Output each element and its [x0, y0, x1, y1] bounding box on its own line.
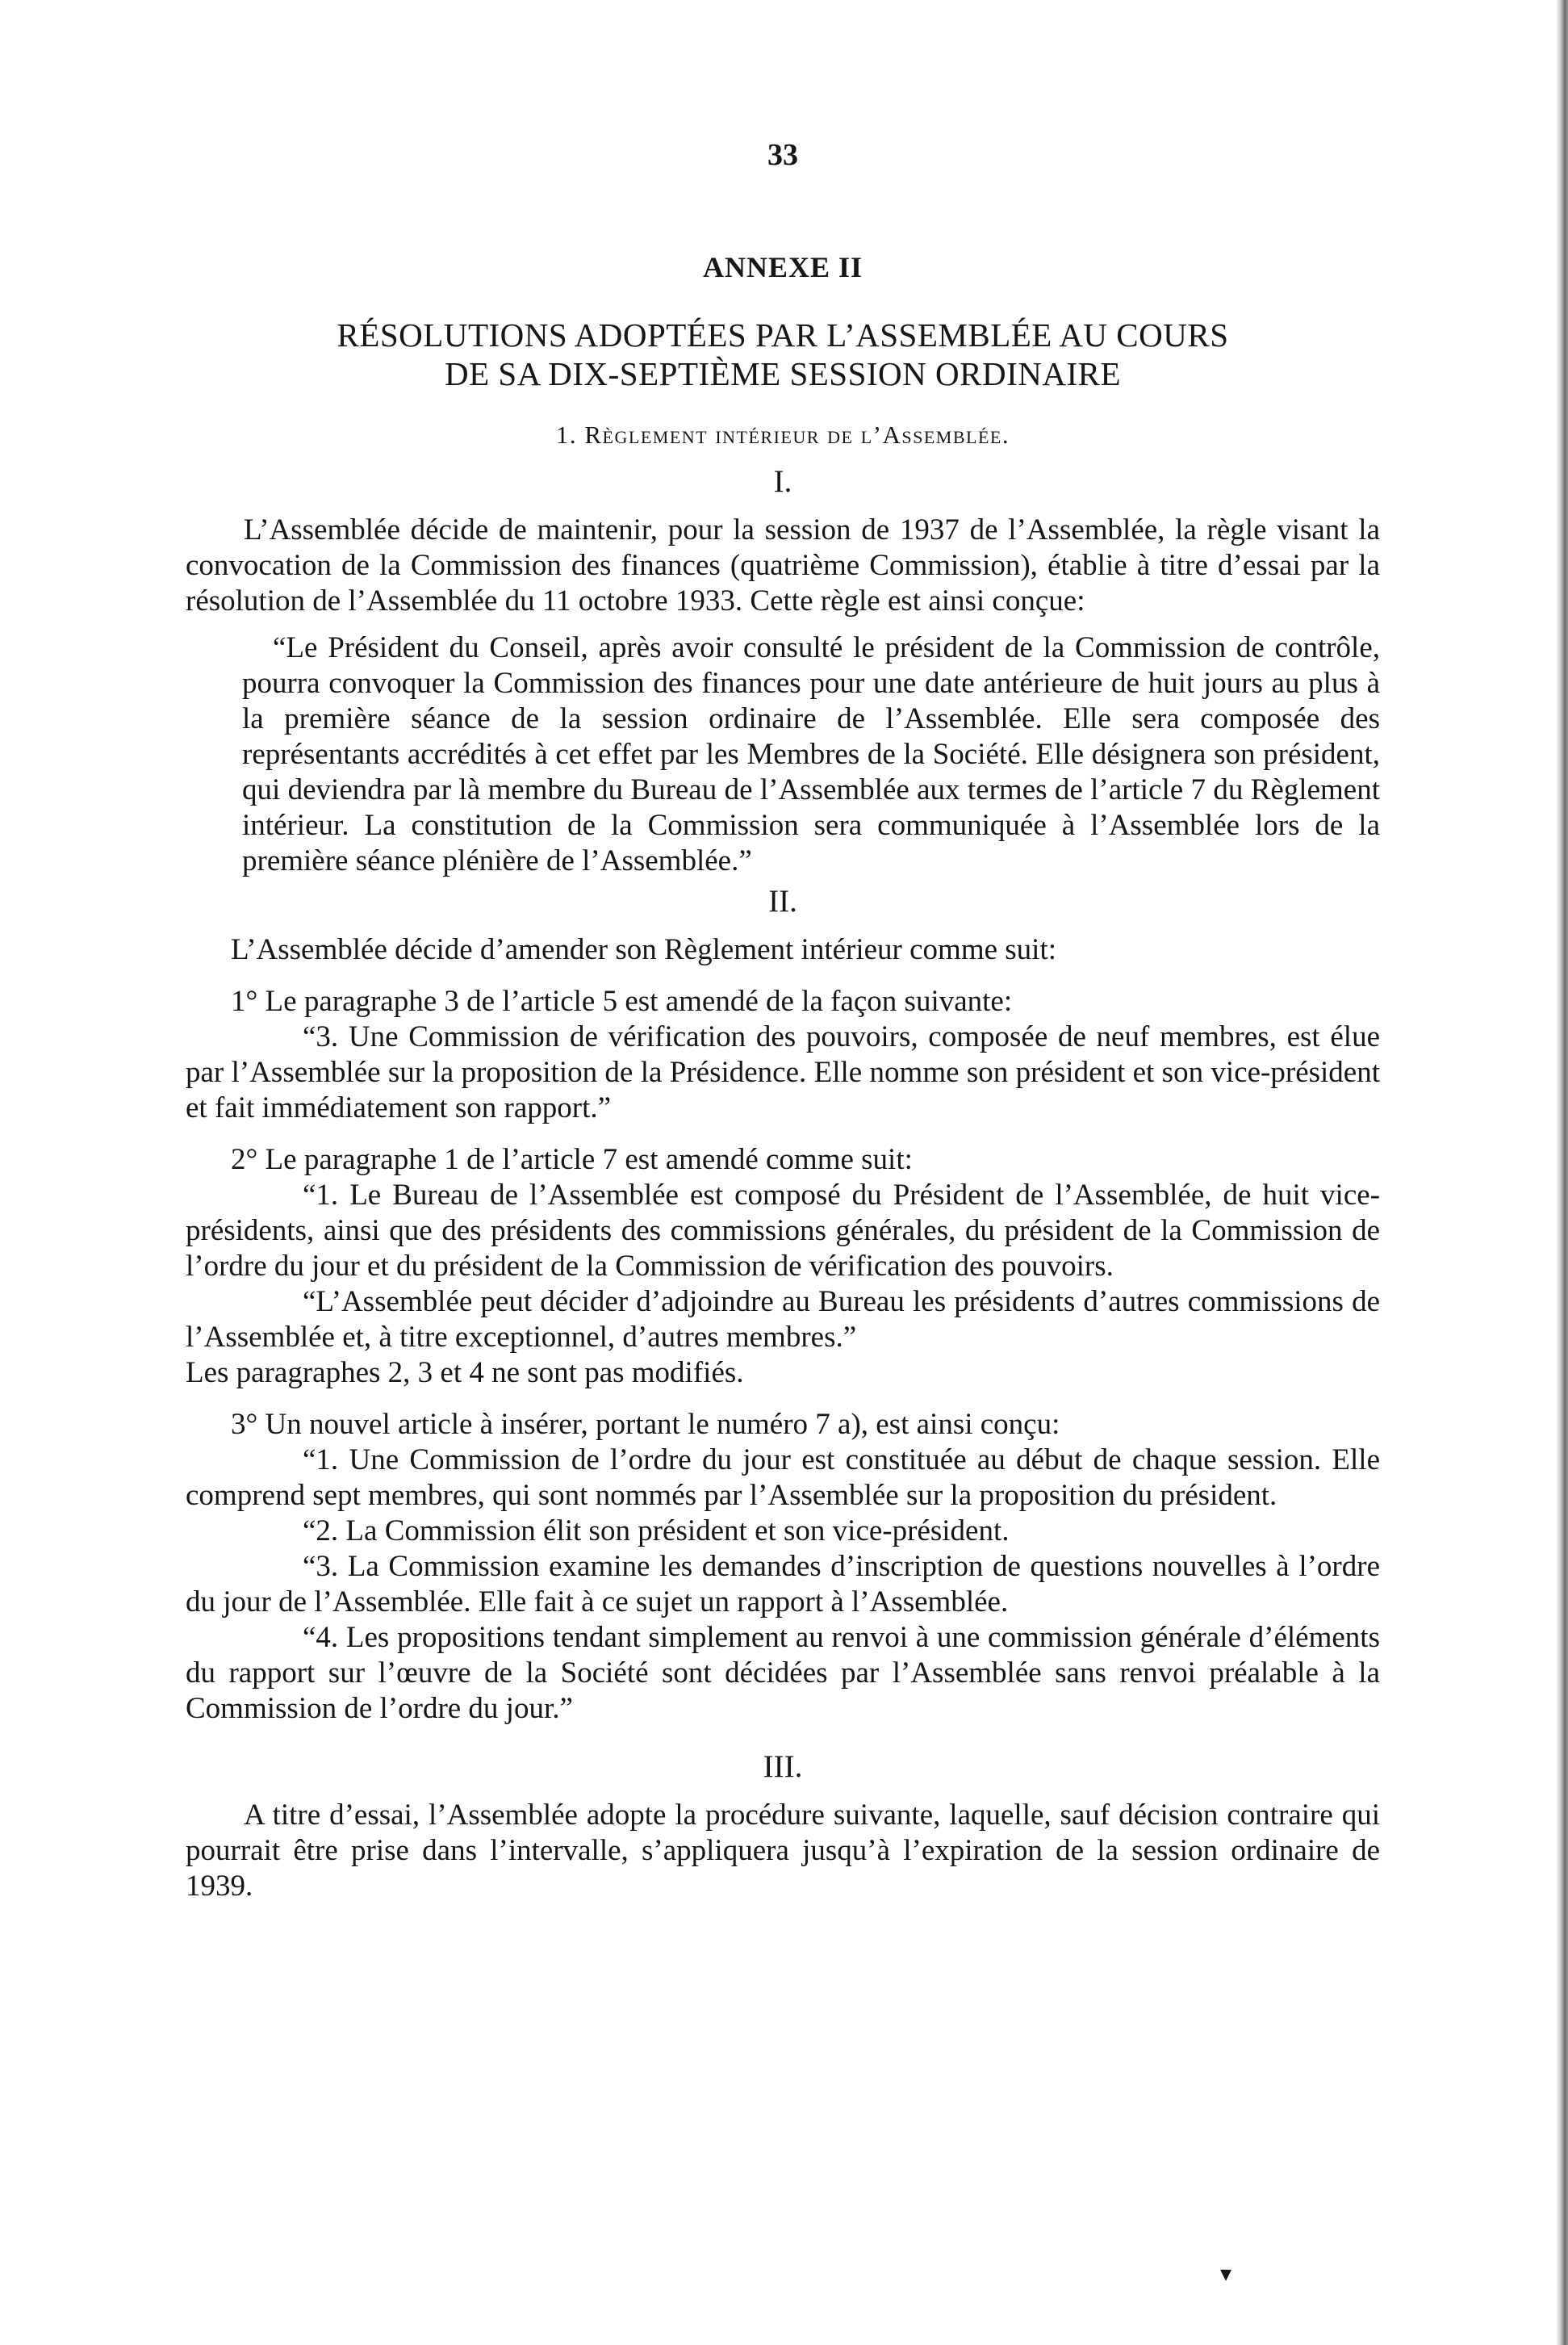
part-3-numeral: III.	[763, 1749, 803, 1784]
document-page	[186, 137, 1380, 1904]
part-2-item-3-text-2: “2. La Commission élit son président et son vice-président.	[303, 1514, 1010, 1547]
part-2-item-1-text: “3. Une Commission de vérification des pouvoirs, composée de neuf membres, est élue par l’Assemblée sur la proposition de la Présidence. Elle nomme son président et son vice-président et fait immédiatement son rapport.”	[186, 1020, 1380, 1124]
page-edge-shadow	[1556, 0, 1568, 2345]
part-2-item-3-text-4: “4. Les propositions tendant simplement au renvoi à une commission générale d’éléments du rapport sur l’œuvre de la Société sont décidées par l’Assemblée sans renvoi préalable à la Commission de l’ordre du jour.”	[186, 1621, 1380, 1725]
part-2-numeral: II.	[768, 884, 797, 919]
part-2-item-3-text-1: “1. Une Commission de l’ordre du jour est constituée au début de chaque session. Elle comprend sept membres, qui sont nommés par l’Assemblée sur la proposition du président.	[186, 1443, 1380, 1512]
main-title-line-2: DE SA DIX-SEPTIÈME SESSION ORDINAIRE	[444, 355, 1122, 392]
section-heading: 1. Règlement intérieur de l’Assemblée.	[555, 421, 1010, 449]
main-title-line-1: RÉSOLUTIONS ADOPTÉES PAR L’ASSEMBLÉE AU COURS	[337, 316, 1229, 354]
part-1-intro: L’Assemblée décide de maintenir, pour la session de 1937 de l’Assemblée, la règle visant la convocation de la Commission des finances (quatrième Commission), établie à titre d’essai par la résolution de l’Assemblée du 11 octobre 1933. Cette règle est ainsi conçue:	[186, 513, 1380, 618]
part-1-quote: “Le Président du Conseil, après avoir consulté le président de la Commission de contrôle, pourra convoquer la Commission des finances pour une date antérieure de huit jours au plus à la première séance de la session ordinaire de l’Assemblée. Elle sera composée des représentants accrédités à cet effet par les Membres de la Société. Elle désignera son président, qui deviendra par là membre du Bureau de l’Assemblée aux termes de l’article 7 du Règlement intérieur. La constitution de la Commission sera communiquée à l’Assemblée lors de la première séance plénière de l’Assemblée.”	[242, 631, 1380, 877]
annex-title: ANNEXE II	[702, 251, 863, 283]
part-1-numeral: I.	[773, 464, 792, 499]
footer-mark: ▾	[1220, 2262, 1232, 2287]
page-number: 33	[767, 138, 798, 172]
part-2-item-2-text-1: “1. Le Bureau de l’Assemblée est composé du Président de l’Assemblée, de huit vice-présidents, ainsi que des présidents des commissions générales, du président de la Commission de l’ordre du jour et du président de la Commission de vérification des pouvoirs.	[186, 1179, 1380, 1283]
part-2-item-3-text-3: “3. La Commission examine les demandes d’inscription de questions nouvelles à l’ordre du jour de l’Assemblée. Elle fait à ce sujet un rapport à l’Assemblée.	[186, 1550, 1380, 1618]
main-title	[186, 316, 1380, 393]
part-2-item-2-text-3: Les paragraphes 2, 3 et 4 ne sont pas modifiés.	[186, 1356, 744, 1389]
part-2-item-1-title: 1° Le paragraphe 3 de l’article 5 est amendé de la façon suivante:	[231, 985, 1013, 1018]
part-2-item-3-title: 3° Un nouvel article à insérer, portant le numéro 7 a), est ainsi conçu:	[231, 1408, 1060, 1441]
part-3-intro: A titre d’essai, l’Assemblée adopte la procédure suivante, laquelle, sauf décision contraire qui pourrait être prise dans l’intervalle, s’appliquera jusqu’à l’expiration de la session ordinaire de 1939.	[186, 1799, 1380, 1903]
part-2-intro: L’Assemblée décide d’amender son Règlement intérieur comme suit:	[231, 933, 1057, 966]
part-2-item-2-title: 2° Le paragraphe 1 de l’article 7 est amendé comme suit:	[231, 1143, 913, 1176]
part-2-item-2-text-2: “L’Assemblée peut décider d’adjoindre au Bureau les présidents d’autres commissions de l’Assemblée et, à titre exceptionnel, d’autres membres.”	[186, 1285, 1380, 1354]
